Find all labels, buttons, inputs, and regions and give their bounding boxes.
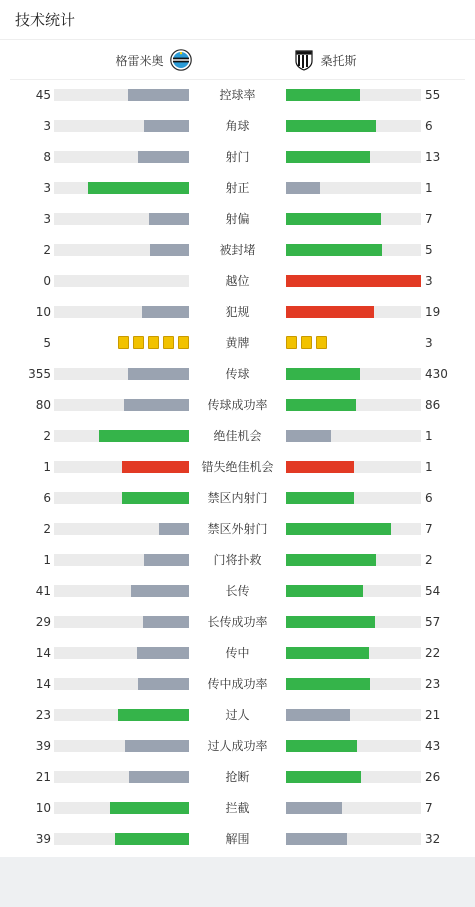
home-bar-track <box>54 585 189 597</box>
home-value: 10 <box>35 801 51 815</box>
stat-row <box>0 483 475 514</box>
yellow-card-icon <box>118 336 129 349</box>
away-value: 21 <box>425 708 441 722</box>
home-bar-track <box>54 616 189 628</box>
home-bar <box>125 740 189 752</box>
home-bar <box>128 89 189 101</box>
away-bar-track <box>286 616 421 628</box>
yellow-card-icon <box>178 336 189 349</box>
home-bar-track <box>54 492 189 504</box>
home-value: 41 <box>35 584 51 598</box>
home-bar <box>143 616 189 628</box>
home-yellow-cards <box>114 336 189 350</box>
away-value: 5 <box>425 243 433 257</box>
stat-row <box>0 235 475 266</box>
away-bar <box>286 833 347 845</box>
stat-label: 角球 <box>225 119 250 133</box>
away-bar <box>286 461 354 473</box>
home-bar <box>122 461 190 473</box>
away-value: 32 <box>425 832 441 846</box>
away-value: 3 <box>425 336 433 350</box>
away-bar <box>286 275 421 287</box>
away-value: 7 <box>425 522 433 536</box>
stat-label: 射偏 <box>225 212 250 226</box>
stat-row <box>0 297 475 328</box>
away-value: 7 <box>425 212 433 226</box>
home-bar-track <box>54 244 189 256</box>
away-value: 13 <box>425 150 441 164</box>
away-bar <box>286 492 354 504</box>
stat-row <box>0 545 475 576</box>
away-value: 3 <box>425 274 433 288</box>
stat-row <box>0 700 475 731</box>
stat-row <box>0 452 475 483</box>
away-bar <box>286 709 350 721</box>
away-bar-track <box>286 399 421 411</box>
home-bar <box>159 523 189 535</box>
away-bar-track <box>286 802 421 814</box>
away-value: 1 <box>425 429 433 443</box>
stat-row <box>0 576 475 607</box>
away-bar-track <box>286 833 421 845</box>
stat-label: 禁区外射门 <box>207 522 268 536</box>
home-bar-track <box>54 399 189 411</box>
stat-row <box>0 731 475 762</box>
away-bar-track <box>286 275 421 287</box>
home-bar-track <box>54 678 189 690</box>
stat-row <box>0 669 475 700</box>
away-bar-track <box>286 771 421 783</box>
away-value: 6 <box>425 491 433 505</box>
away-bar <box>286 120 376 132</box>
stat-label: 解围 <box>225 832 250 846</box>
away-bar-track <box>286 151 421 163</box>
away-bar-track <box>286 120 421 132</box>
yellow-card-icon <box>133 336 144 349</box>
stat-label: 传球成功率 <box>207 398 268 412</box>
home-bar <box>131 585 189 597</box>
away-value: 1 <box>425 460 433 474</box>
away-bar <box>286 678 370 690</box>
stat-label: 长传 <box>225 584 250 598</box>
stat-label: 控球率 <box>219 88 256 102</box>
home-bar <box>138 151 189 163</box>
home-bar-track <box>54 213 189 225</box>
home-value: 23 <box>35 708 51 722</box>
stat-row <box>0 111 475 142</box>
stat-row <box>0 762 475 793</box>
away-value: 55 <box>425 88 441 102</box>
home-bar-track <box>54 802 189 814</box>
home-bar-track <box>54 306 189 318</box>
away-value: 54 <box>425 584 441 598</box>
yellow-card-icon <box>301 336 312 349</box>
stat-label: 射正 <box>225 181 250 195</box>
home-bar-track <box>54 368 189 380</box>
away-yellow-cards <box>286 336 331 350</box>
stat-row <box>0 80 475 111</box>
away-bar-track <box>286 709 421 721</box>
home-bar-track <box>54 709 189 721</box>
away-bar <box>286 740 357 752</box>
santos-crest-icon <box>293 49 315 71</box>
home-value: 29 <box>35 615 51 629</box>
home-value: 3 <box>43 212 51 226</box>
away-bar-track <box>286 678 421 690</box>
away-value: 86 <box>425 398 441 412</box>
yellow-card-icon <box>148 336 159 349</box>
stat-label: 错失绝佳机会 <box>201 460 274 474</box>
home-bar <box>144 120 189 132</box>
home-bar-track <box>54 771 189 783</box>
away-bar-track <box>286 523 421 535</box>
away-bar-track <box>286 182 421 194</box>
home-bar <box>124 399 189 411</box>
home-bar-track <box>54 120 189 132</box>
home-value: 14 <box>35 646 51 660</box>
home-bar <box>129 771 189 783</box>
away-value: 23 <box>425 677 441 691</box>
home-bar-track <box>54 182 189 194</box>
home-bar-track <box>54 833 189 845</box>
home-value: 1 <box>43 553 51 567</box>
away-bar-track <box>286 430 421 442</box>
home-value: 14 <box>35 677 51 691</box>
home-value: 39 <box>35 739 51 753</box>
home-value: 5 <box>43 336 51 350</box>
home-value: 3 <box>43 181 51 195</box>
away-bar <box>286 554 376 566</box>
stat-label: 传中成功率 <box>207 677 268 691</box>
stat-row <box>0 514 475 545</box>
stat-label: 犯规 <box>225 305 250 319</box>
home-value: 6 <box>43 491 51 505</box>
away-value: 6 <box>425 119 433 133</box>
stat-row <box>0 142 475 173</box>
away-bar <box>286 771 361 783</box>
home-bar <box>142 306 189 318</box>
stat-row <box>0 793 475 824</box>
stat-row <box>0 638 475 669</box>
stat-label: 射门 <box>225 150 250 164</box>
away-value: 22 <box>425 646 441 660</box>
stat-label: 抢断 <box>225 770 250 784</box>
stat-row <box>0 266 475 297</box>
away-bar <box>286 368 360 380</box>
away-value: 1 <box>425 181 433 195</box>
home-bar-track <box>54 89 189 101</box>
away-bar <box>286 585 363 597</box>
away-bar <box>286 306 374 318</box>
home-value: 3 <box>43 119 51 133</box>
stat-label: 越位 <box>225 274 250 288</box>
home-value: 2 <box>43 243 51 257</box>
home-value: 21 <box>35 770 51 784</box>
away-bar-track <box>286 306 421 318</box>
away-bar <box>286 430 331 442</box>
away-bar <box>286 647 369 659</box>
home-bar <box>115 833 189 845</box>
stat-row <box>0 204 475 235</box>
home-bar-track <box>54 430 189 442</box>
away-bar <box>286 523 391 535</box>
home-bar-track <box>54 523 189 535</box>
away-value: 57 <box>425 615 441 629</box>
away-bar-track <box>286 647 421 659</box>
stat-label: 拦截 <box>225 801 250 815</box>
away-bar <box>286 89 360 101</box>
away-bar-track <box>286 213 421 225</box>
stat-row <box>0 328 475 359</box>
stat-label: 黄牌 <box>225 336 250 350</box>
home-bar <box>149 213 190 225</box>
away-bar-track <box>286 368 421 380</box>
away-value: 2 <box>425 553 433 567</box>
stat-label: 禁区内射门 <box>207 491 268 505</box>
stat-row <box>0 173 475 204</box>
home-bar <box>99 430 189 442</box>
gremio-crest-icon <box>170 49 192 71</box>
away-bar <box>286 802 342 814</box>
home-bar-track <box>54 647 189 659</box>
home-bar <box>88 182 189 194</box>
home-value: 1 <box>43 460 51 474</box>
home-bar <box>138 678 189 690</box>
yellow-card-icon <box>163 336 174 349</box>
stat-label: 被封堵 <box>219 243 256 257</box>
stat-label: 过人 <box>225 708 250 722</box>
home-bar <box>122 492 190 504</box>
teams-header <box>10 40 465 80</box>
away-bar <box>286 244 382 256</box>
away-bar-track <box>286 554 421 566</box>
stat-label: 绝佳机会 <box>213 429 262 443</box>
home-bar <box>110 802 189 814</box>
away-value: 19 <box>425 305 441 319</box>
home-bar-track <box>54 275 189 287</box>
away-bar-track <box>286 492 421 504</box>
away-value: 26 <box>425 770 441 784</box>
away-bar <box>286 213 381 225</box>
home-value: 80 <box>35 398 51 412</box>
home-value: 2 <box>43 522 51 536</box>
away-bar-track <box>286 461 421 473</box>
away-team-name: 桑托斯 <box>320 53 357 68</box>
home-bar-track <box>54 151 189 163</box>
home-bar-track <box>54 461 189 473</box>
home-bar <box>128 368 189 380</box>
away-bar-track <box>286 585 421 597</box>
stat-row <box>0 824 475 855</box>
stat-row <box>0 390 475 421</box>
panel-title: 技术统计 <box>0 0 475 40</box>
away-team[interactable] <box>293 40 357 80</box>
yellow-card-icon <box>286 336 297 349</box>
home-value: 355 <box>28 367 51 381</box>
away-bar-track <box>286 89 421 101</box>
stat-row <box>0 607 475 638</box>
home-value: 0 <box>43 274 51 288</box>
away-bar <box>286 616 375 628</box>
home-value: 10 <box>35 305 51 319</box>
away-bar <box>286 151 370 163</box>
away-value: 7 <box>425 801 433 815</box>
stat-label: 门将扑救 <box>213 553 262 567</box>
home-bar <box>150 244 189 256</box>
home-value: 45 <box>35 88 51 102</box>
away-bar <box>286 182 320 194</box>
away-bar-track <box>286 740 421 752</box>
home-bar <box>118 709 189 721</box>
stat-label: 传球 <box>225 367 250 381</box>
home-value: 39 <box>35 832 51 846</box>
home-team-name: 格雷米奥 <box>115 53 164 68</box>
home-value: 8 <box>43 150 51 164</box>
home-value: 2 <box>43 429 51 443</box>
stat-label: 过人成功率 <box>207 739 268 753</box>
stat-row <box>0 421 475 452</box>
stat-label: 传中 <box>225 646 250 660</box>
stat-row <box>0 359 475 390</box>
home-bar-track <box>54 554 189 566</box>
away-value: 43 <box>425 739 441 753</box>
stat-label: 长传成功率 <box>207 615 268 629</box>
home-team[interactable] <box>115 40 191 80</box>
away-bar-track <box>286 244 421 256</box>
home-bar-track <box>54 740 189 752</box>
yellow-card-icon <box>316 336 327 349</box>
home-bar <box>137 647 190 659</box>
away-value: 430 <box>425 367 448 381</box>
away-bar <box>286 399 356 411</box>
home-bar <box>144 554 189 566</box>
